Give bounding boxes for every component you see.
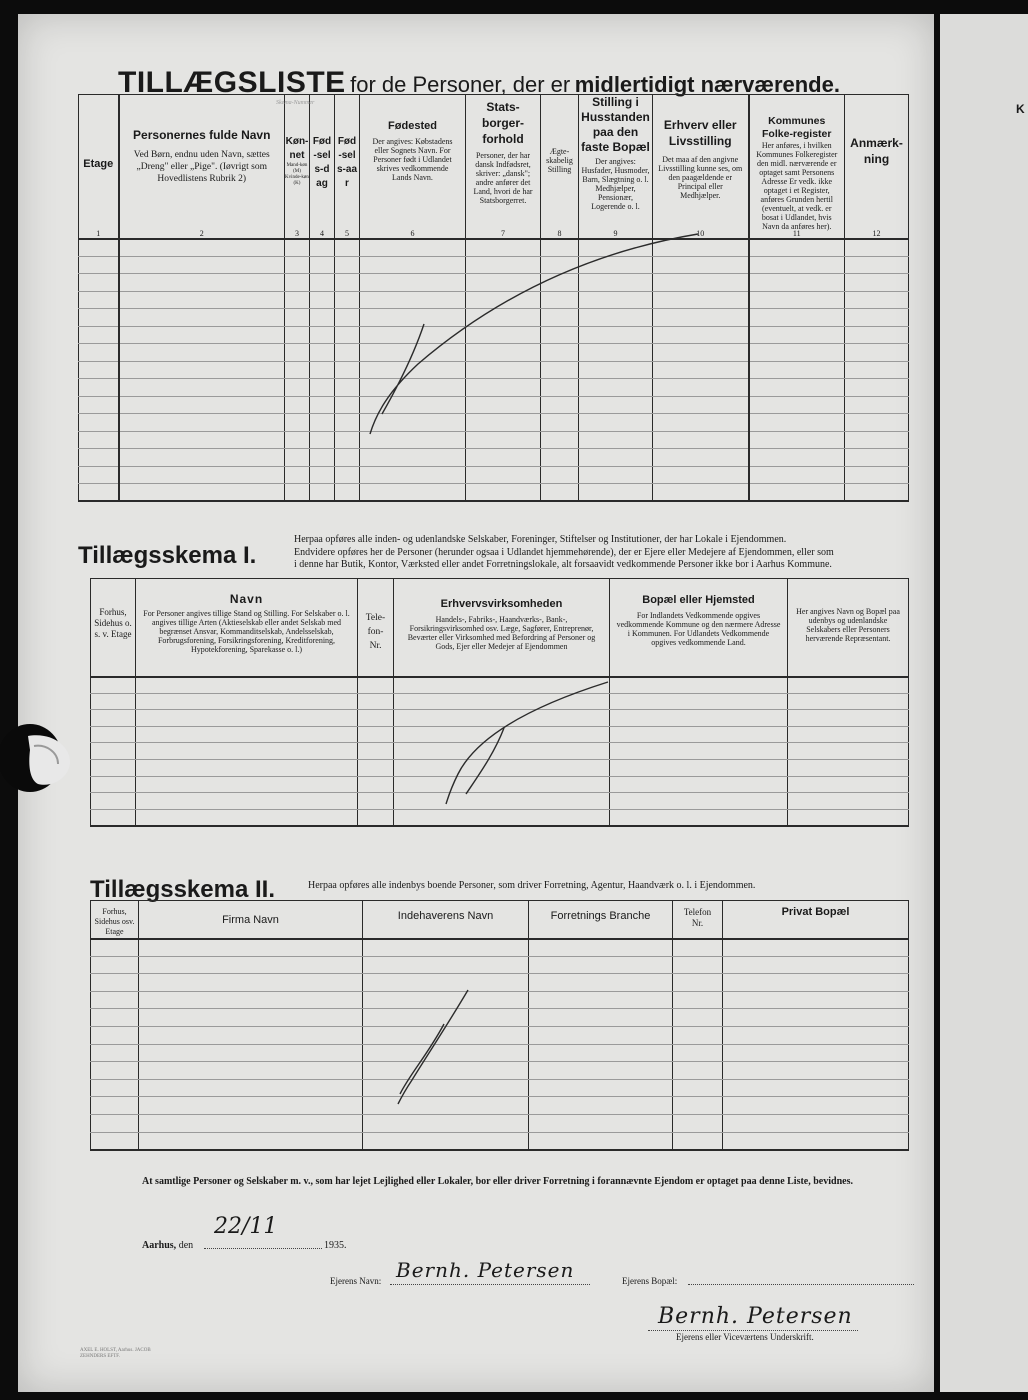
skema2-col-branche: Forretnings Branche [529,901,673,939]
form-page [18,14,934,1392]
skema2-col-firma: Firma Navn [139,901,363,939]
printer-imprint: AXEL E. HOLST, Aarhus. JACOB ZEHNDERS EFTF. [80,1348,151,1359]
skema1-cancel-stroke [446,682,608,804]
skema1-col-erhverv: Erhvervsvirksomheden Handels-, Fabriks-, Haandværks-, Bank-, Forsikringsvirksomhed osv. Læge, Sagfører, Entreprenør, Beværter eller Virksomhed med Befordring af Personer og Gods, Ejer eller Medejer af Ejendommen [394,579,610,677]
col-foedselsdag: Fød-sels-dag 4 [310,95,335,239]
col-koennet: Køn-net Mand-køn (M) Kvinde-køn (K) 3 [285,95,310,239]
date-line: Aarhus, den [142,1240,194,1251]
attestation-text: At samtlige Personer og Selskaber m. v., som har lejet Lejlighed eller Lokaler, bor eller driver Forretning i forannævnte Ejendom er optaget paa denne Liste, bevidnes. [142,1176,853,1187]
skema2-title: Tillægsskema II. [90,876,275,903]
col-foedested: Fødested Der angives: Købstadens eller Sognets Navn. For Personer født i Udlandet skrives vedkommende Lands Navn. 6 [360,95,466,239]
date-handwritten: 22/11 [214,1214,278,1239]
skema1-col-telefon: Tele-fon-Nr. [358,579,394,677]
skema1-col-bopael: Bopæl eller Hjemsted For Indlandets Vedkommende opgives vedkommende Kommune og den nærmere Adresse i Kommunen. For Udlandets Vedkommende opgives vedkommende Land. [610,579,788,677]
owner-signature: Bernh. Petersen [658,1304,853,1329]
cancellation-strokes [18,14,934,1392]
signature-label: Ejerens eller Viceværtens Underskrift. [676,1332,814,1342]
owner-name-handwritten: Bernh. Petersen [396,1258,575,1282]
binder-clip-icon [0,722,74,794]
skema2-col-indehaver: Indehaverens Navn [363,901,529,939]
col-etage: Etage 1 [79,95,119,239]
owner-address-label: Ejerens Bopæl: [622,1276,678,1286]
col-anmaerkning: Anmærk-ning 12 [845,95,909,239]
skema1-col-etage: Forhus, Sidehus o. s. v. Etage [91,579,136,677]
skema2-col-telefon: Telefon Nr. [673,901,723,939]
col-erhverv: Erhverv eller Livsstilling Det maa af den angivne Livsstilling kunne ses, om den paagældende er Principal eller Medhjælper. 10 [653,95,749,239]
skema2-cancel-stroke [398,990,468,1104]
skema2-col-bopael: Privat Bopæl [723,901,909,939]
skema1-intro: Herpaa opføres alle inden- og udenlandske Selskaber, Foreninger, Stiftelser og Institutioner, der har Lokale i Ejendommen. Endvidere opføres her de Personer (herunder ogsaa i Udlandet hjemmehørende), der er Ejere eller Medejere af Ejendommen, eller som i denne har Butik, Kontor, Værksted eller andet Forretningslokale, alt forsaavidt vedkommende Personer ikke bor i Aarhus Kommune. [294,534,834,570]
title-main: TILLÆGSLISTE [118,66,346,99]
owner-name-label: Ejerens Navn: [330,1276,382,1286]
skema2-col-etage: Forhus, Sidehus osv. Etage [91,901,139,939]
adjacent-page [940,14,1028,1392]
pencil-note: Skema-Nummer [276,100,315,106]
col-stilling: Stilling i Husstanden paa den faste Bopæl Der angives: Husfader, Husmoder, Barn, Slægtning o. l. Medhjælper, Pensionær, Logerende o. l. 9 [579,95,653,239]
adjacent-page-text: K [1016,102,1025,116]
col-foedselsaar: Fød-sels-aar 5 [335,95,360,239]
title-middle: for de Personer, der er [350,72,571,97]
year: 1935. [324,1240,347,1251]
skema1-col-navn: Navn For Personer angives tillige Stand og Stilling. For Selskaber o. l. angives tillige Arten (Aktieselskab eller andet Selskab med begrænset Ansvar, Kommanditselskab, Andelsselskab, Forbrugsforening, Forsikringsforening, Kreditforening, Hypotekforening, Sparekasse o. l.) [136,579,358,677]
col-navn: Personernes fulde Navn Ved Børn, endnu uden Navn, sættes „Dreng" eller „Pige". (Iøvrigt som Hovedlistens Rubrik 2) 2 [119,95,285,239]
title-emphasis: midlertidigt nærværende. [574,72,840,97]
skema1-col-repraesentant: Her angives Navn og Bopæl paa udenbys og udenlandske Selskabers eller Personers herværende Repræsentant. [788,579,909,677]
skema2-intro: Herpaa opføres alle indenbys boende Personer, som driver Forretning, Agentur, Haandværk o. l. i Ejendommen. [308,880,756,891]
liste-cancel-stroke [370,234,698,434]
col-folkeregister: Kommunes Folke-register Her anføres, i hvilken Kommunes Folkeregister den midl. nærværende er optaget samt Personens Adresse Er vedk. ikke optaget i et Register, anføres Grunden hertil (eventuelt, at vedk. er bosat i Udlandet, hvis Navn da anføres her). 11 [749,95,845,239]
col-statsborger: Stats-borger-forhold Personer, der har dansk Indfødsret, skriver: „dansk"; andre anfører det Land, hvori de har Statsborgerret. 7 [466,95,541,239]
skema1-title: Tillægsskema I. [78,542,257,569]
col-aegteskab: Ægte-skabelig Stilling 8 [541,95,579,239]
